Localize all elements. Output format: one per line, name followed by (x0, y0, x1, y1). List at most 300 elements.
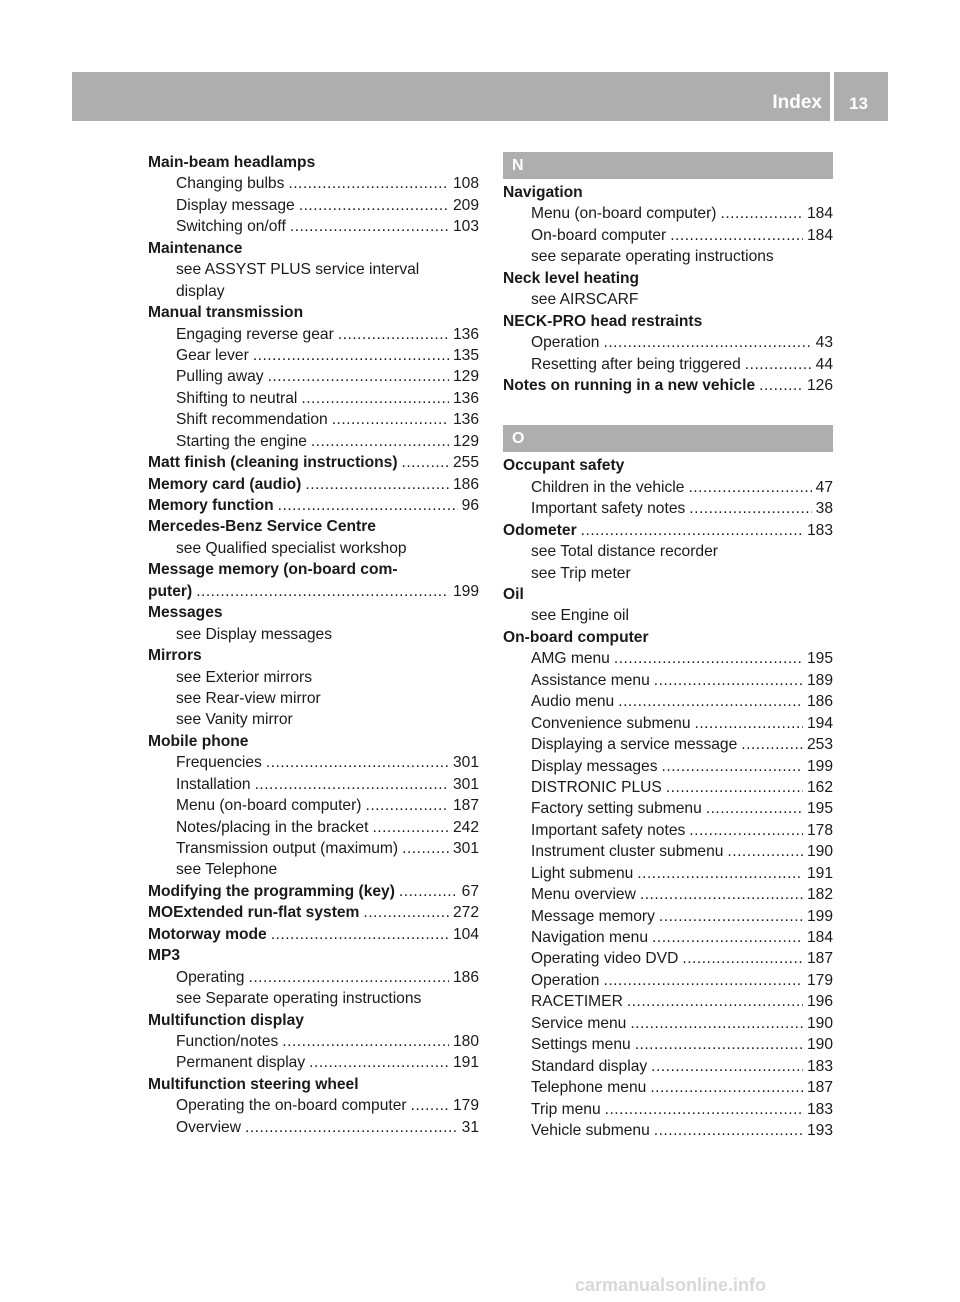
page-reference: 184 (806, 226, 833, 244)
dot-leader (659, 906, 803, 927)
dot-leader (745, 354, 812, 375)
dot-leader (402, 452, 449, 473)
entry-text: Displaying a service message (531, 736, 738, 754)
index-entry (148, 902, 479, 923)
index-subentry (148, 388, 479, 409)
entry-text: Matt finish (cleaning instructions) (148, 454, 398, 472)
dot-leader (266, 752, 449, 773)
dot-leader (605, 1099, 803, 1120)
entry-text: Menu overview (531, 886, 636, 904)
entry-text: see Qualified specialist workshop (176, 539, 407, 557)
entry-text: Motorway mode (148, 925, 267, 943)
dot-leader (372, 817, 449, 838)
page-reference: 129 (452, 368, 479, 386)
dot-leader (651, 1056, 803, 1077)
index-subentry (503, 289, 833, 310)
page-reference: 104 (452, 925, 479, 943)
entry-text: Multifunction steering wheel (148, 1075, 359, 1093)
index-subentry (503, 1077, 833, 1098)
dot-leader (299, 195, 449, 216)
entry-text: puter) (148, 582, 193, 600)
entry-text: see Telephone (176, 861, 278, 879)
page-reference: 190 (806, 1036, 833, 1054)
index-subentry (503, 477, 833, 498)
index-subentry (503, 225, 833, 246)
entry-text: Instrument cluster submenu (531, 843, 724, 861)
entry-text: Convenience submenu (531, 714, 691, 732)
entry-text: Assistance menu (531, 671, 650, 689)
page-reference: 135 (452, 346, 479, 364)
index-entry (503, 627, 833, 648)
dot-leader (399, 881, 458, 902)
index-entry (503, 182, 833, 203)
page-reference: 184 (806, 205, 833, 223)
page-reference: 180 (452, 1032, 479, 1050)
entry-text: Starting the engine (176, 432, 307, 450)
entry-text: Occupant safety (503, 457, 625, 475)
index-subentry (503, 841, 833, 862)
page-reference: 186 (452, 475, 479, 493)
page-reference: 67 (461, 882, 479, 900)
dot-leader (689, 498, 811, 519)
page-reference: 195 (806, 650, 833, 668)
index-subentry (503, 691, 833, 712)
entry-text: Standard display (531, 1057, 648, 1075)
entry-text: Modifying the programming (key) (148, 882, 395, 900)
index-subentry (503, 991, 833, 1012)
index-subentry (503, 927, 833, 948)
entry-text: Shift recommendation (176, 411, 328, 429)
page-reference: 183 (806, 1057, 833, 1075)
entry-text: Frequencies (176, 754, 262, 772)
page-reference: 183 (806, 1100, 833, 1118)
dot-leader (288, 173, 449, 194)
entry-text: Shifting to neutral (176, 389, 298, 407)
index-subentry (503, 1013, 833, 1034)
index-subentry (503, 884, 833, 905)
page-reference: 301 (452, 775, 479, 793)
page-reference: 253 (806, 736, 833, 754)
index-subentry (503, 354, 833, 375)
index-entry (148, 581, 479, 602)
index-subentry (148, 1031, 479, 1052)
index-subentry (503, 246, 833, 267)
dot-leader (706, 798, 803, 819)
page-reference: 193 (806, 1121, 833, 1139)
index-subentry (503, 798, 833, 819)
entry-text: Main-beam headlamps (148, 154, 316, 171)
index-entry (148, 881, 479, 902)
page-reference: 186 (806, 693, 833, 711)
dot-leader (688, 477, 811, 498)
index-subentry (503, 203, 833, 224)
entry-text: see AIRSCARF (531, 291, 639, 309)
dot-leader (309, 1052, 449, 1073)
dot-leader (640, 884, 803, 905)
index-subentry (148, 752, 479, 773)
index-entry (148, 924, 479, 945)
index-subentry (148, 817, 479, 838)
entry-text: Mobile phone (148, 732, 249, 750)
entry-text: see Trip meter (531, 564, 631, 582)
entry-text: see ASSYST PLUS service interval (176, 261, 420, 279)
entry-text: Engaging reverse gear (176, 325, 334, 343)
index-subentry (148, 624, 479, 645)
page-reference: 108 (452, 175, 479, 193)
entry-text: Message memory (531, 907, 655, 925)
index-entry (503, 520, 833, 541)
page-reference: 189 (806, 671, 833, 689)
dot-leader (332, 409, 449, 430)
page-number: 13 (849, 94, 868, 113)
entry-text: MP3 (148, 947, 181, 965)
index-entry (148, 495, 479, 516)
page-reference: 191 (452, 1054, 479, 1072)
page-reference: 179 (452, 1097, 479, 1115)
entry-text: Important safety notes (531, 500, 686, 518)
index-entry (148, 731, 479, 752)
dot-leader (618, 691, 803, 712)
dot-leader (363, 902, 449, 923)
index-entry (148, 452, 479, 473)
page-reference: 43 (815, 334, 833, 352)
index-subentry (503, 670, 833, 691)
page-title: Index (772, 92, 822, 113)
entry-text: Function/notes (176, 1032, 279, 1050)
section-gap (503, 396, 833, 425)
index-subentry (503, 541, 833, 562)
dot-leader (282, 1031, 449, 1052)
page-reference: 187 (452, 797, 479, 815)
dot-leader (365, 795, 448, 816)
index-entry (503, 375, 833, 396)
page-reference: 190 (806, 1014, 833, 1032)
entry-text: Switching on/off (176, 218, 286, 236)
dot-leader (695, 713, 803, 734)
index-entry (503, 455, 833, 476)
page-reference: 199 (806, 757, 833, 775)
index-subentry (503, 1120, 833, 1141)
entry-text: Changing bulbs (176, 175, 285, 193)
entry-text: NECK-PRO head restraints (503, 312, 703, 330)
index-subentry (148, 795, 479, 816)
index-section-o (503, 455, 833, 1141)
entry-text: Service menu (531, 1014, 627, 1032)
index-entry (148, 152, 479, 173)
dot-leader (603, 332, 811, 353)
dot-leader (682, 948, 803, 969)
page-reference: 179 (806, 971, 833, 989)
index-subentry (503, 863, 833, 884)
dot-leader (635, 1034, 803, 1055)
page-reference: 190 (806, 843, 833, 861)
watermark: carmanualsonline.info (575, 1275, 767, 1295)
entry-text: Memory function (148, 497, 274, 514)
dot-leader (338, 324, 449, 345)
entry-text: Operation (531, 971, 600, 989)
entry-text: display (176, 282, 225, 300)
index-subentry (503, 498, 833, 519)
dot-leader (689, 820, 803, 841)
dot-leader (311, 431, 449, 452)
entry-text: Trip menu (531, 1100, 601, 1118)
index-subentry (503, 948, 833, 969)
entry-text: Operating (176, 968, 245, 986)
dot-leader (630, 1013, 803, 1034)
dot-leader (654, 670, 803, 691)
index-subentry (148, 1052, 479, 1073)
entry-text: Multifunction display (148, 1011, 304, 1029)
entry-text: MOExtended run-flat system (148, 904, 360, 922)
index-subentry (148, 216, 479, 237)
entry-text: Operation (531, 334, 600, 352)
index-subentry (503, 906, 833, 927)
entry-text: Manual transmission (148, 304, 304, 322)
dot-leader (727, 841, 803, 862)
index-subentry (148, 838, 479, 859)
index-subentry (148, 1095, 479, 1116)
dot-leader (666, 777, 803, 798)
dot-leader (627, 991, 803, 1012)
entry-text: Telephone menu (531, 1079, 647, 1097)
entry-text: Installation (176, 775, 251, 793)
index-subentry (148, 774, 479, 795)
entry-text: Vehicle submenu (531, 1121, 650, 1139)
page-reference: 301 (452, 840, 479, 857)
entry-text: see Display messages (176, 625, 333, 643)
entry-text: Display messages (531, 757, 658, 775)
index-subentry (148, 195, 479, 216)
page-reference: 136 (452, 411, 479, 429)
entry-text: see Vanity mirror (176, 711, 293, 729)
index-subentry (503, 734, 833, 755)
index-entry (503, 311, 833, 332)
entry-text: Permanent display (176, 1054, 306, 1072)
dot-leader (253, 345, 449, 366)
index-subentry (148, 324, 479, 345)
page-reference: 103 (452, 218, 479, 236)
page-reference: 242 (452, 818, 479, 836)
index-subentry (148, 667, 479, 688)
index-subentry (503, 563, 833, 584)
index-subentry (503, 605, 833, 626)
dot-leader (245, 1117, 458, 1138)
index-entry (503, 268, 833, 289)
entry-text: Menu (on-board computer) (531, 205, 717, 223)
dot-leader (305, 474, 449, 495)
page-reference: 191 (806, 864, 833, 882)
entry-text: Notes on running in a new vehicle (503, 376, 756, 394)
index-subentry (503, 820, 833, 841)
index-subentry (148, 538, 479, 559)
dot-leader (652, 927, 803, 948)
dot-leader (196, 581, 449, 602)
entry-text: see Exterior mirrors (176, 668, 313, 686)
entry-text: RACETIMER (531, 993, 623, 1011)
entry-text: Gear lever (176, 346, 249, 364)
entry-text: Operating the on-board computer (176, 1097, 407, 1115)
page-reference: 182 (806, 886, 833, 904)
page-reference: 186 (452, 968, 479, 986)
index-subentry (503, 970, 833, 991)
page-reference: 44 (815, 355, 833, 373)
index-entry (148, 602, 479, 623)
dot-leader (670, 225, 803, 246)
entry-text: Operating video DVD (531, 950, 679, 968)
page-reference: 196 (806, 993, 833, 1011)
entry-text: Navigation menu (531, 929, 649, 946)
entry-text: Transmission output (maximum) (176, 840, 399, 857)
entry-text: Oil (503, 586, 524, 603)
index-subentry (148, 709, 479, 730)
page-header (72, 72, 888, 121)
page-reference: 301 (452, 754, 479, 772)
dot-leader (301, 388, 449, 409)
entry-text: Light submenu (531, 864, 634, 882)
page-reference: 199 (452, 582, 479, 600)
entry-text: Resetting after being triggered (531, 355, 741, 373)
page-reference: 187 (806, 950, 833, 968)
entry-text: see separate operating instructions (531, 248, 774, 266)
entry-text: see Separate operating instructions (176, 990, 422, 1008)
index-subentry (148, 345, 479, 366)
index-column-right (503, 152, 833, 1141)
entry-text: Factory setting submenu (531, 800, 702, 818)
page-reference: 136 (452, 325, 479, 343)
index-entry (148, 474, 479, 495)
entry-text: Important safety notes (531, 821, 686, 839)
index-subentry (503, 756, 833, 777)
entry-text: Mirrors (148, 647, 202, 665)
page-reference: 209 (452, 196, 479, 214)
index-subentry (148, 409, 479, 430)
entry-text: Message memory (on-board com- (148, 561, 398, 579)
index-entry (148, 559, 479, 580)
dot-leader (271, 924, 449, 945)
entry-text: AMG menu (531, 650, 610, 668)
index-subentry (148, 967, 479, 988)
index-subentry (503, 648, 833, 669)
entry-text: Maintenance (148, 239, 243, 257)
dot-leader (290, 216, 449, 237)
page-reference: 47 (815, 478, 833, 496)
entry-text: On-board computer (531, 226, 667, 244)
entry-text: Settings menu (531, 1036, 631, 1054)
page-reference: 136 (452, 389, 479, 407)
index-subentry (503, 1034, 833, 1055)
entry-text: Messages (148, 604, 223, 622)
page-reference: 183 (806, 521, 833, 539)
entry-text: Display message (176, 196, 295, 214)
index-section-n (503, 182, 833, 396)
page-reference: 255 (452, 454, 479, 472)
index-entry (148, 238, 479, 259)
index-entry (148, 1074, 479, 1095)
header-divider (830, 72, 834, 121)
page-reference: 31 (461, 1118, 479, 1136)
index-entry (148, 516, 479, 537)
entry-text: Overview (176, 1118, 241, 1136)
page-reference: 129 (452, 432, 479, 450)
entry-text: see Engine oil (531, 607, 629, 625)
page-reference: 162 (806, 778, 833, 796)
index-entry (148, 645, 479, 666)
dot-leader (603, 970, 802, 991)
index-column-left (148, 152, 479, 1138)
section-letter-o: O (503, 425, 833, 452)
dot-leader (248, 967, 448, 988)
dot-leader (255, 774, 449, 795)
page-reference: 184 (806, 929, 833, 946)
index-subentry (148, 1117, 479, 1138)
index-subentry (503, 1099, 833, 1120)
index-subentry (503, 777, 833, 798)
entry-text: Audio menu (531, 693, 615, 711)
entry-text: Pulling away (176, 368, 264, 386)
index-entry (148, 1010, 479, 1031)
dot-leader (637, 863, 803, 884)
dot-leader (268, 366, 449, 387)
page-reference: 187 (806, 1079, 833, 1097)
dot-leader (614, 648, 803, 669)
index-subentry (503, 1056, 833, 1077)
dot-leader (411, 1095, 449, 1116)
entry-text: Menu (on-board computer) (176, 797, 362, 815)
page-reference: 96 (461, 497, 479, 514)
dot-leader (402, 838, 449, 859)
dot-leader (662, 756, 803, 777)
dot-leader (720, 203, 802, 224)
page-reference: 272 (452, 904, 479, 922)
entry-text: Mercedes-Benz Service Centre (148, 518, 376, 536)
index-subentry (148, 366, 479, 387)
index-subentry (148, 281, 479, 302)
entry-text: On-board computer (503, 628, 649, 646)
entry-text: see Rear-view mirror (176, 689, 321, 707)
dot-leader (654, 1120, 803, 1141)
section-letter-n: N (503, 152, 833, 179)
index-entry (148, 302, 479, 323)
entry-text: see Total distance recorder (531, 543, 718, 561)
page-reference: 195 (806, 800, 833, 818)
entry-text: Children in the vehicle (531, 478, 685, 496)
index-subentry (148, 859, 479, 880)
entry-text: Notes/placing in the bracket (176, 818, 369, 836)
index-entry (503, 584, 833, 605)
index-subentry (503, 713, 833, 734)
index-entry (148, 945, 479, 966)
index-subentry (148, 173, 479, 194)
entry-text: DISTRONIC PLUS (531, 778, 662, 796)
dot-leader (650, 1077, 803, 1098)
entry-text: Memory card (audio) (148, 475, 302, 493)
page-reference: 178 (806, 821, 833, 839)
index-subentry (148, 431, 479, 452)
dot-leader (581, 520, 803, 541)
index-subentry (503, 332, 833, 353)
entry-text: Neck level heating (503, 269, 640, 287)
dot-leader (741, 734, 803, 755)
dot-leader (759, 375, 803, 396)
page-reference: 199 (806, 907, 833, 925)
entry-text: Navigation (503, 184, 583, 201)
dot-leader (278, 495, 458, 516)
entry-text: Odometer (503, 521, 577, 539)
index-subentry (148, 688, 479, 709)
index-subentry (148, 988, 479, 1009)
page-reference: 126 (806, 376, 833, 394)
index-subentry (148, 259, 479, 280)
